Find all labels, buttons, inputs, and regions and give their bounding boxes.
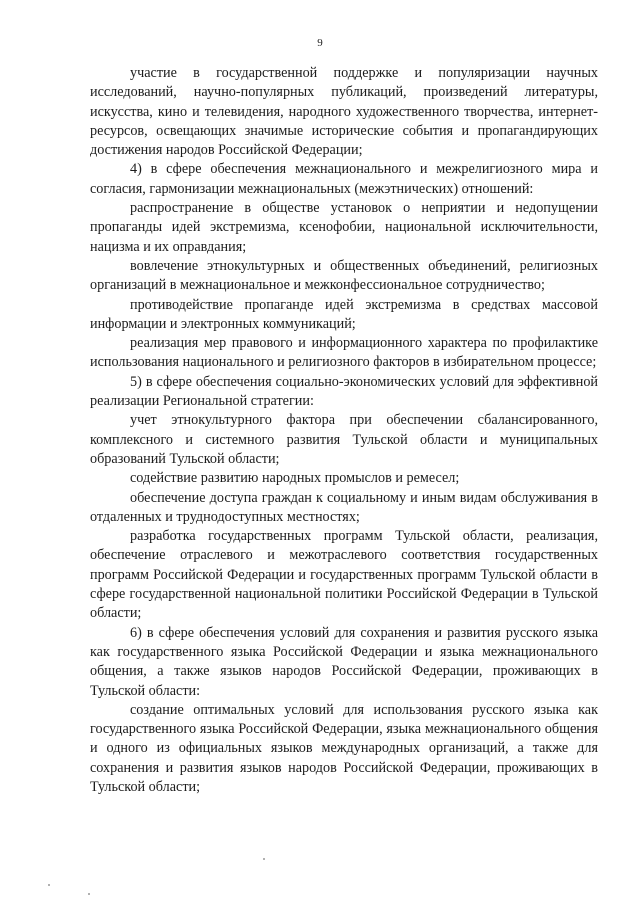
scan-speck <box>48 884 50 886</box>
paragraph-service-access: обеспечение доступа граждан к социальному и иным видам обслуживания в отдаленных и труднодоступных местностях; <box>90 489 598 525</box>
paragraph-counter-propaganda: противодействие пропаганде идей экстремизма в средствах массовой информации и электронных коммуникаций; <box>90 296 598 332</box>
paragraph-section-4-heading: 4) в сфере обеспечения межнационального и межрелигиозного мира и согласия, гармонизации межнациональных (межэтнических) отношений: <box>90 161 598 197</box>
paragraph-ethnocultural-involvement: вовлечение этнокультурных и общественных объединений, религиозных организаций в межнациональное и межконфессиональное сотрудничество; <box>90 257 598 294</box>
paragraph-section-5-heading: 5) в сфере обеспечения социально-экономических условий для эффективной реализации Региональной стратегии: <box>90 373 598 410</box>
paragraph-state-programs: разработка государственных программ Тульской области, реализация, обеспечение отраслевого и межотраслевого соответствия государственных программ Российской Федерации и государственных программ Тульской области в сфере государственной национальной политики Российской Федерации в Тульской области; <box>90 528 598 622</box>
page-number: 9 <box>317 37 323 49</box>
paragraph-ethnocultural-factor: учет этнокультурного фактора при обеспечении сбалансированного, комплексного и системного развития Тульской области и муниципальных образований Тульской области; <box>90 412 598 467</box>
paragraph-crafts-support: содействие развитию народных промыслов и ремесел; <box>130 470 460 487</box>
document-body <box>90 64 598 797</box>
paragraph-legal-measures: реализация мер правового и информационного характера по профилактике использования национального и религиозного факторов в избирательном процессе; <box>90 335 598 371</box>
paragraph-extremism-rejection: распространение в обществе установок о неприятии и недопущении пропаганды идей экстремизма, ксенофобии, национальной исключительности, нацизма и их оправдания; <box>90 200 598 255</box>
scan-speck <box>88 893 90 895</box>
scan-speck <box>263 858 265 860</box>
paragraph-section-6-heading: 6) в сфере обеспечения условий для сохранения и развития русского языка как государственного языка Российской Федерации и языка межнационального общения, а также языков народов Российской Федерации, проживающих в Тульской области: <box>90 624 598 699</box>
paragraph-support-popularization: участие в государственной поддержке и популяризации научных исследований, научно-популярных публикаций, произведений литературы, искусства, кино и телевидения, народного художественного творчества, интернет-ресурсов, освещающих значимые исторические события и пропагандирующих достижения народов Российской Федерации; <box>90 65 598 159</box>
paragraph-russian-language-conditions: создание оптимальных условий для использования русского языка как государственного языка Российской Федерации, языка межнационального общения и одного из официальных языков международных организаций, а также для сохранения и развития языков народов Российской Федерации, проживающих в Тульской области; <box>90 701 598 795</box>
